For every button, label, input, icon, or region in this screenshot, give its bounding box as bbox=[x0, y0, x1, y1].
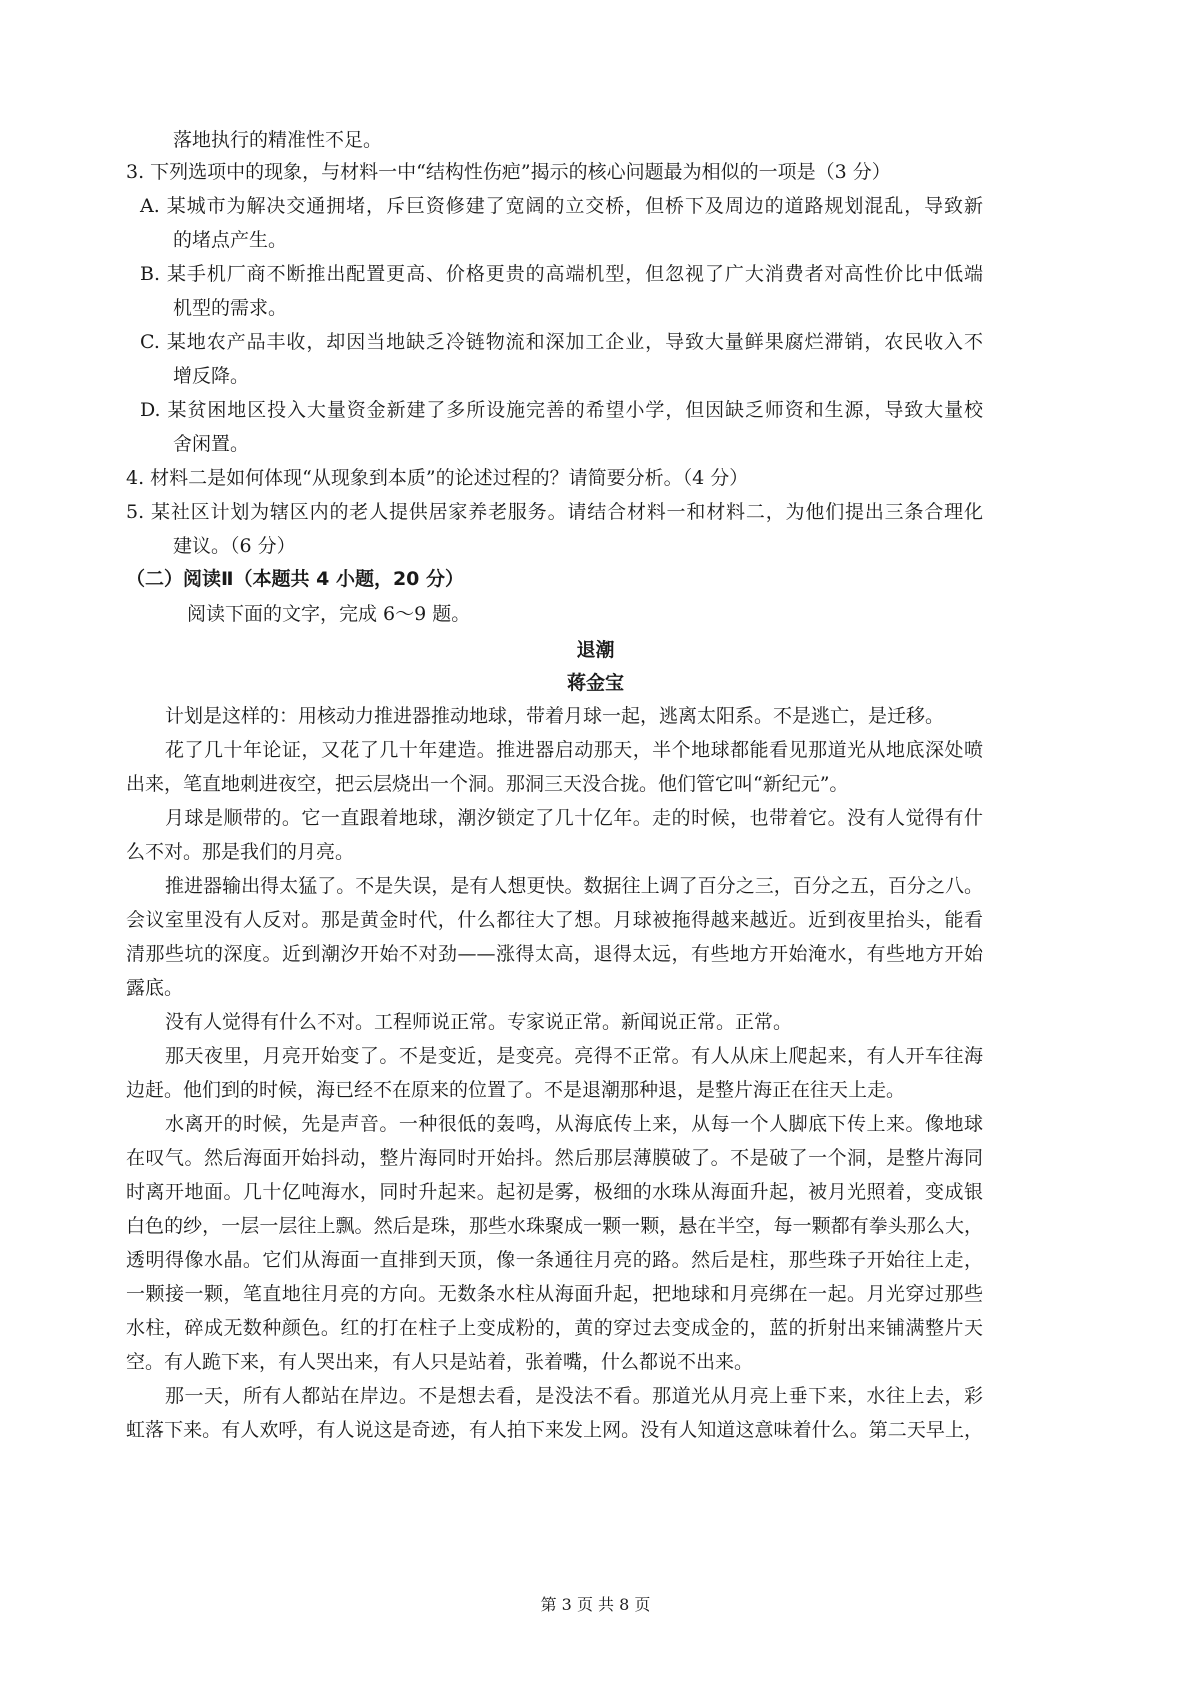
story-line: 虹落下来。有人欢呼，有人说这是奇迹，有人拍下来发上网。没有人知道这意味着什么。第二天早上， bbox=[126, 1419, 983, 1441]
q3-option-d-line2: 舍闲置。 bbox=[173, 433, 250, 455]
page-footer: 第 3 页 共 8 页 bbox=[540, 1595, 651, 1614]
story-line: 那一天，所有人都站在岸边。不是想去看，是没法不看。那道光从月亮上垂下来，水往上去，彩 bbox=[165, 1385, 983, 1407]
q5-line2: 建议。（6 分） bbox=[173, 535, 296, 557]
story-line: 清那些坑的深度。近到潮汐开始不对劲——涨得太高，退得太远，有些地方开始淹水，有些地方开始 bbox=[126, 943, 983, 965]
story-line: 时离开地面。几十亿吨海水，同时升起来。起初是雾，极细的水珠从海面升起，被月光照着，变成银 bbox=[126, 1181, 983, 1203]
q3-option-b-line2: 机型的需求。 bbox=[173, 297, 288, 319]
story-line: 透明得像水晶。它们从海面一直排到天顶，像一条通往月亮的路。然后是柱，那些珠子开始往上走， bbox=[126, 1249, 983, 1271]
story-line: 出来，笔直地刺进夜空，把云层烧出一个洞。那洞三天没合拢。他们管它叫“新纪元”。 bbox=[126, 773, 849, 795]
q3-option-b-line1: B. 某手机厂商不断推出配置更高、价格更贵的高端机型，但忽视了广大消费者对高性价比中低端 bbox=[140, 263, 983, 285]
q4: 4. 材料二是如何体现“从现象到本质”的论述过程的？请简要分析。（4 分） bbox=[126, 467, 749, 489]
story-line: 水离开的时候，先是声音。一种很低的轰鸣，从海底传上来，从每一个人脚底下传上来。像地球 bbox=[165, 1113, 983, 1135]
q3-option-a-line1: A. 某城市为解决交通拥堵，斥巨资修建了宽阔的立交桥，但桥下及周边的道路规划混乱，导致新 bbox=[140, 195, 983, 217]
q2-tail: 落地执行的精准性不足。 bbox=[173, 129, 383, 151]
story-line: 么不对。那是我们的月亮。 bbox=[126, 841, 355, 863]
story-line: 一颗接一颗，笔直地往月亮的方向。无数条水柱从海面升起，把地球和月亮绑在一起。月光穿过那些 bbox=[126, 1283, 983, 1305]
story-line: 推进器输出得太猛了。不是失误，是有人想更快。数据往上调了百分之三，百分之五，百分之八。 bbox=[165, 875, 983, 897]
story-line: 白色的纱，一层一层往上飘。然后是珠，那些水珠聚成一颗一颗，悬在半空，每一颗都有拳头那么大， bbox=[126, 1215, 983, 1237]
story-line: 那天夜里，月亮开始变了。不是变近，是变亮。亮得不正常。有人从床上爬起来，有人开车往海 bbox=[165, 1045, 983, 1067]
story-line: 月球是顺带的。它一直跟着地球，潮汐锁定了几十亿年。走的时候，也带着它。没有人觉得有什 bbox=[165, 807, 983, 829]
story-line: 没有人觉得有什么不对。工程师说正常。专家说正常。新闻说正常。正常。 bbox=[165, 1011, 793, 1033]
story-line: 空。有人跪下来，有人哭出来，有人只是站着，张着嘴，什么都说不出来。 bbox=[126, 1351, 754, 1373]
story-title: 退潮 bbox=[576, 639, 615, 661]
q3-option-c-line1: C. 某地农产品丰收，却因当地缺乏冷链物流和深加工企业，导致大量鲜果腐烂滞销，农民收入不 bbox=[140, 331, 983, 353]
story-line: 计划是这样的：用核动力推进器推动地球，带着月球一起，逃离太阳系。不是逃亡，是迁移。 bbox=[165, 705, 945, 727]
section-heading: （二）阅读Ⅱ（本题共 4 小题，20 分） bbox=[126, 568, 465, 590]
story-line: 在叹气。然后海面开始抖动，整片海同时开始抖。然后那层薄膜破了。不是破了一个洞，是整片海同 bbox=[126, 1147, 983, 1169]
q3-option-d-line1: D. 某贫困地区投入大量资金新建了多所设施完善的希望小学，但因缺乏师资和生源，导致大量校 bbox=[140, 399, 983, 421]
q3-stem: 3. 下列选项中的现象，与材料一中“结构性伤疤”揭示的核心问题最为相似的一项是（3 分） bbox=[126, 161, 891, 183]
story-author: 蒋金宝 bbox=[566, 672, 624, 694]
story-line: 边赶。他们到的时候，海已经不在原来的位置了。不是退潮那种退，是整片海正在往天上走。 bbox=[126, 1079, 906, 1101]
q5-line1: 5. 某社区计划为辖区内的老人提供居家养老服务。请结合材料一和材料二，为他们提出三条合理化 bbox=[126, 501, 983, 523]
q3-option-c-line2: 增反降。 bbox=[173, 365, 250, 387]
q3-option-a-line2: 的堵点产生。 bbox=[173, 229, 288, 251]
story-line: 会议室里没有人反对。那是黄金时代，什么都往大了想。月球被拖得越来越近。近到夜里抬头，能看 bbox=[126, 909, 983, 931]
story-line: 露底。 bbox=[126, 977, 184, 999]
story-line: 花了几十年论证，又花了几十年建造。推进器启动那天，半个地球都能看见那道光从地底深处喷 bbox=[165, 739, 983, 761]
reading-instruction: 阅读下面的文字，完成 6～9 题。 bbox=[187, 603, 471, 625]
story-line: 水柱，碎成无数种颜色。红的打在柱子上变成粉的，黄的穿过去变成金的，蓝的折射出来铺满整片天 bbox=[126, 1317, 983, 1339]
